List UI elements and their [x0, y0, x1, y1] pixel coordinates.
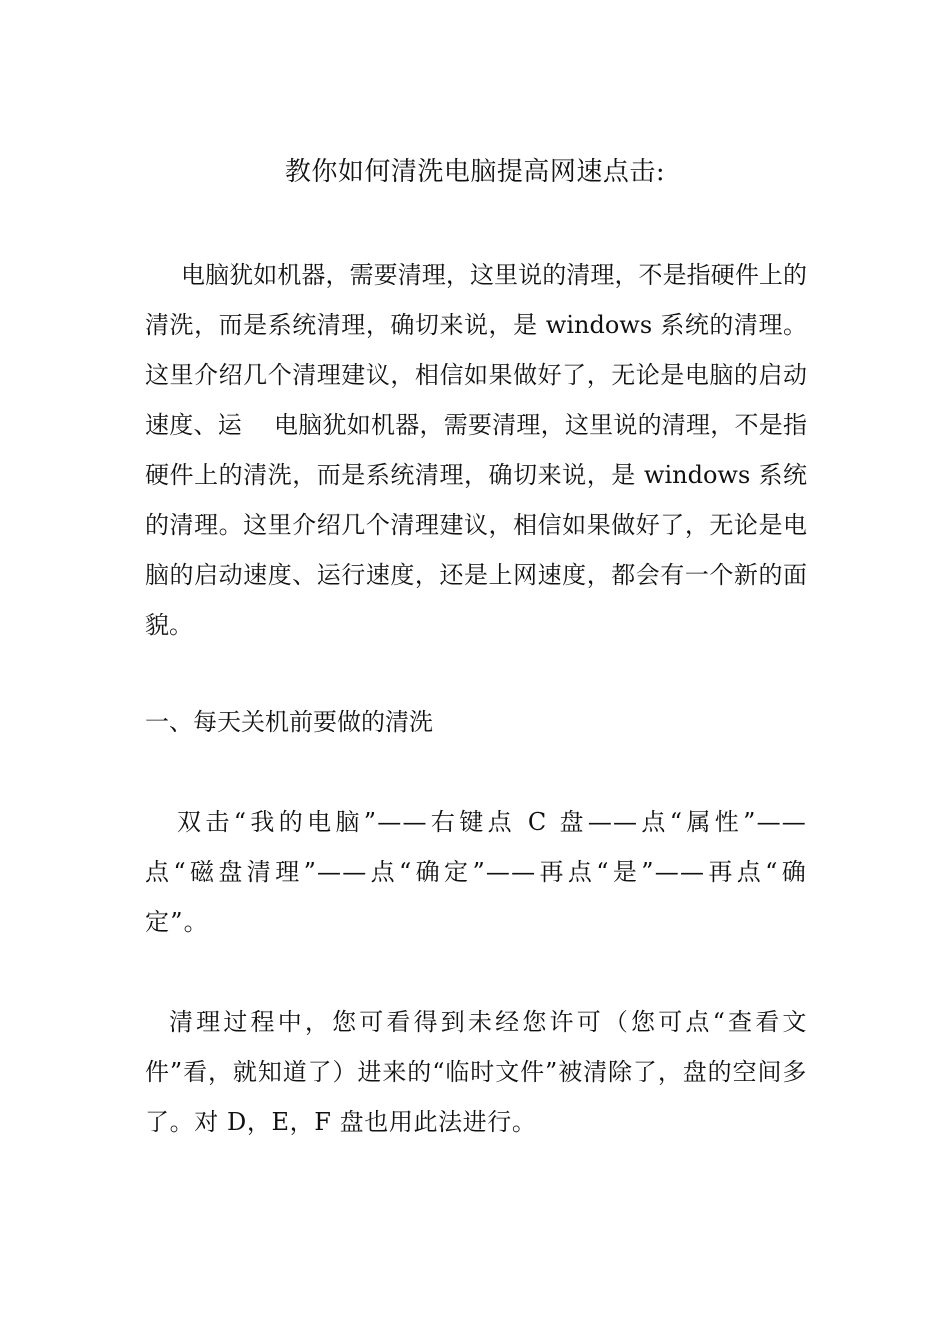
section-heading: 一、每天关机前要做的清洗	[145, 708, 433, 736]
cleanup-result-paragraph: 清理过程中，您可看得到未经您许可（您可点“查看文件”看，就知道了）进来的“临时文件”被清除了，盘的空间多了。对 D，E，F 盘也用此法进行。	[145, 1008, 807, 1136]
document-title: 教你如何清洗电脑提高网速点击:	[284, 157, 666, 187]
intro-paragraph: 电脑犹如机器，需要清理，这里说的清理，不是指硬件上的清洗，而是系统清理，确切来说，是 windows 系统的清理。这里介绍几个清理建议，相信如果做好了，无论是电脑的启动速度、运 电脑犹如机器，需要清理，这里说的清理，不是指硬件上的清洗，而是系统清理，确切来说，是 windows 系统的清理。这里介绍几个清理建议，相信如果做好了，无论是电脑的启动速度、运行速度，还是上网速度，都会有一个新的面貌。	[145, 261, 807, 639]
disk-cleanup-steps-paragraph: 双击“我的电脑”——右键点 C 盘——点“属性”——点“磁盘清理”——点“确定”——再点“是”——再点“确定”。	[145, 808, 807, 936]
